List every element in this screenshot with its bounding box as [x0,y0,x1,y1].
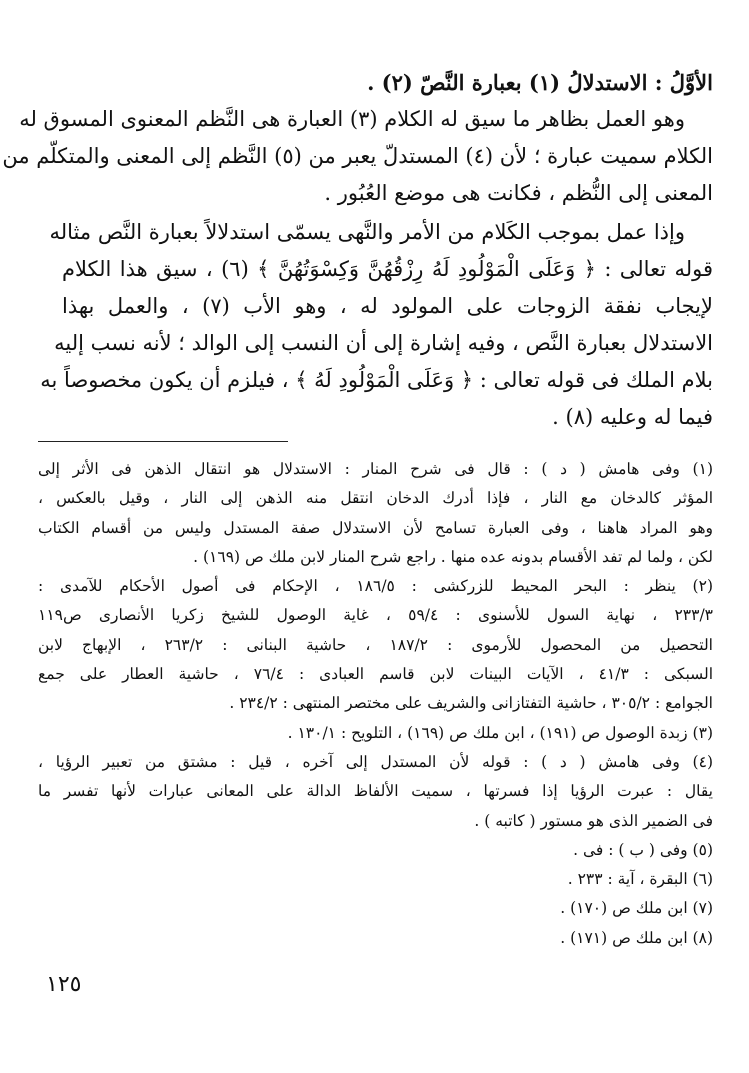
section-heading: الأوَّلُ : الاستدلالُ (١) بعبارة النَّصّ (٢) . [367,70,713,95]
footnote-line: فى الضمير الذى هو مستور ( كاتبه ) . [474,811,713,830]
footnote-line: المؤثر كالدخان مع النار ، فإذا أدرك الدخان انتقل منه الذهن إلى النار ، وقيل بالعكس ، [38,489,713,508]
footnote-line: الجوامع : ٣٠٥/٢ ، حاشية التفتازانى والشريف على مختصر المنتهى : ٢٣٤/٢ . [229,694,713,713]
text-line: وإذا عمل بموجب الكَلام من الأمر والنَّهى يسمّى استدلالاً بعبارة النَّص مثاله [49,220,685,244]
main-text [2,64,713,436]
footnote-line: (٨) ابن ملك ص (١٧١) . [560,928,713,947]
footnotes [38,455,713,953]
footnote-line: (١) وفى هامش ( د ) : قال فى شرح المنار : الاستدلال هو انتقال الذهن فى الأثر إلى [38,460,713,478]
footnote-line: (٦) البقرة ، آية : ٢٣٣ . [567,870,713,889]
text-line: الكلام سميت عبارة ؛ لأن (٤) المستدلّ يعبر من (٥) النَّظم إلى المعنى والمتكلّم من [2,144,713,168]
footnote-line: وهو المراد هاهنا ، وفى العبارة تسامح لأن الاستدلال صفة المستدل وليس من أقسام الكتاب [38,518,713,537]
text-line: فيما له وعليه (٨) . [552,405,713,429]
footnote-line: (٤) وفى هامش ( د ) : قوله لأن المستدل إلى آخره ، قيل : مشتق من تعبير الرؤيا ، [38,752,713,771]
text-line: وهو العمل بظاهر ما سيق له الكلام (٣) العبارة هى النَّظم المعنوى المسوق له [19,107,685,131]
footnote-line: السبكى : ٤١/٣ ، الآيات البينات لابن قاسم العبادى : ٧٦/٤ ، حاشية العطار على جمع [38,665,713,684]
footnote-line: (٧) ابن ملك ص (١٧٠) . [560,899,713,918]
footnote-line: (٥) وفى ( ب ) : فى . [573,840,713,859]
text-line: قوله تعالى : ﴿ وَعَلَى الْمَوْلُودِ لَهُ رِزْقُهُنَّ وَكِسْوَتُهُنَّ ﴾ (٦) ، سيق هذا الكلام [62,257,713,281]
footnote-divider [38,441,288,442]
footnote-line: التحصيل من المحصول للأرموى : ١٨٧/٢ ، حاشية البنانى : ٢٦٣/٢ ، الإبهاج لابن [38,635,713,654]
footnote-line: لكن ، ولما لم تفد الأقسام بدونه عده منها . راجع شرح المنار لابن ملك ص (١٦٩) . [193,547,713,566]
text-line: المعنى إلى النُّظم ، فكانت هى موضع العُبُور . [324,181,713,205]
footnote-line: (٣) زبدة الوصول ص (١٩١) ، ابن ملك ص (١٦٩) ، التلويح : ١٣٠/١ . [287,723,713,742]
page-number: ١٢٥ [46,972,82,997]
footnote-line: ٢٣٣/٣ ، نهاية السول للأسنوى : ٥٩/٤ ، غاية الوصول للشيخ زكريا الأنصارى ص١١٩ [38,606,713,625]
text-line: الاستدلال بعبارة النَّص ، وفيه إشارة إلى أن النسب إلى الوالد ؛ لأنه نسب إليه [54,331,713,355]
footnote-line: يقال : عبرت الرؤيا إذا فسرتها ، سميت الألفاظ الدالة على المعانى عبارات لأنها تفسر ما [38,782,713,801]
text-line: بلام الملك فى قوله تعالى : ﴿ وَعَلَى الْمَوْلُودِ لَهُ ﴾ ، فيلزم أن يكون مخصوصاً به [40,368,713,392]
footnote-line: (٢) ينظر : البحر المحيط للزركشى : ١٨٦/٥ ، الإحكام فى أصول الأحكام للآمدى : [38,577,713,596]
text-line: لإيجاب نفقة الزوجات على المولود له ، وهو الأب (٧) ، والعمل بهذا [62,294,713,318]
